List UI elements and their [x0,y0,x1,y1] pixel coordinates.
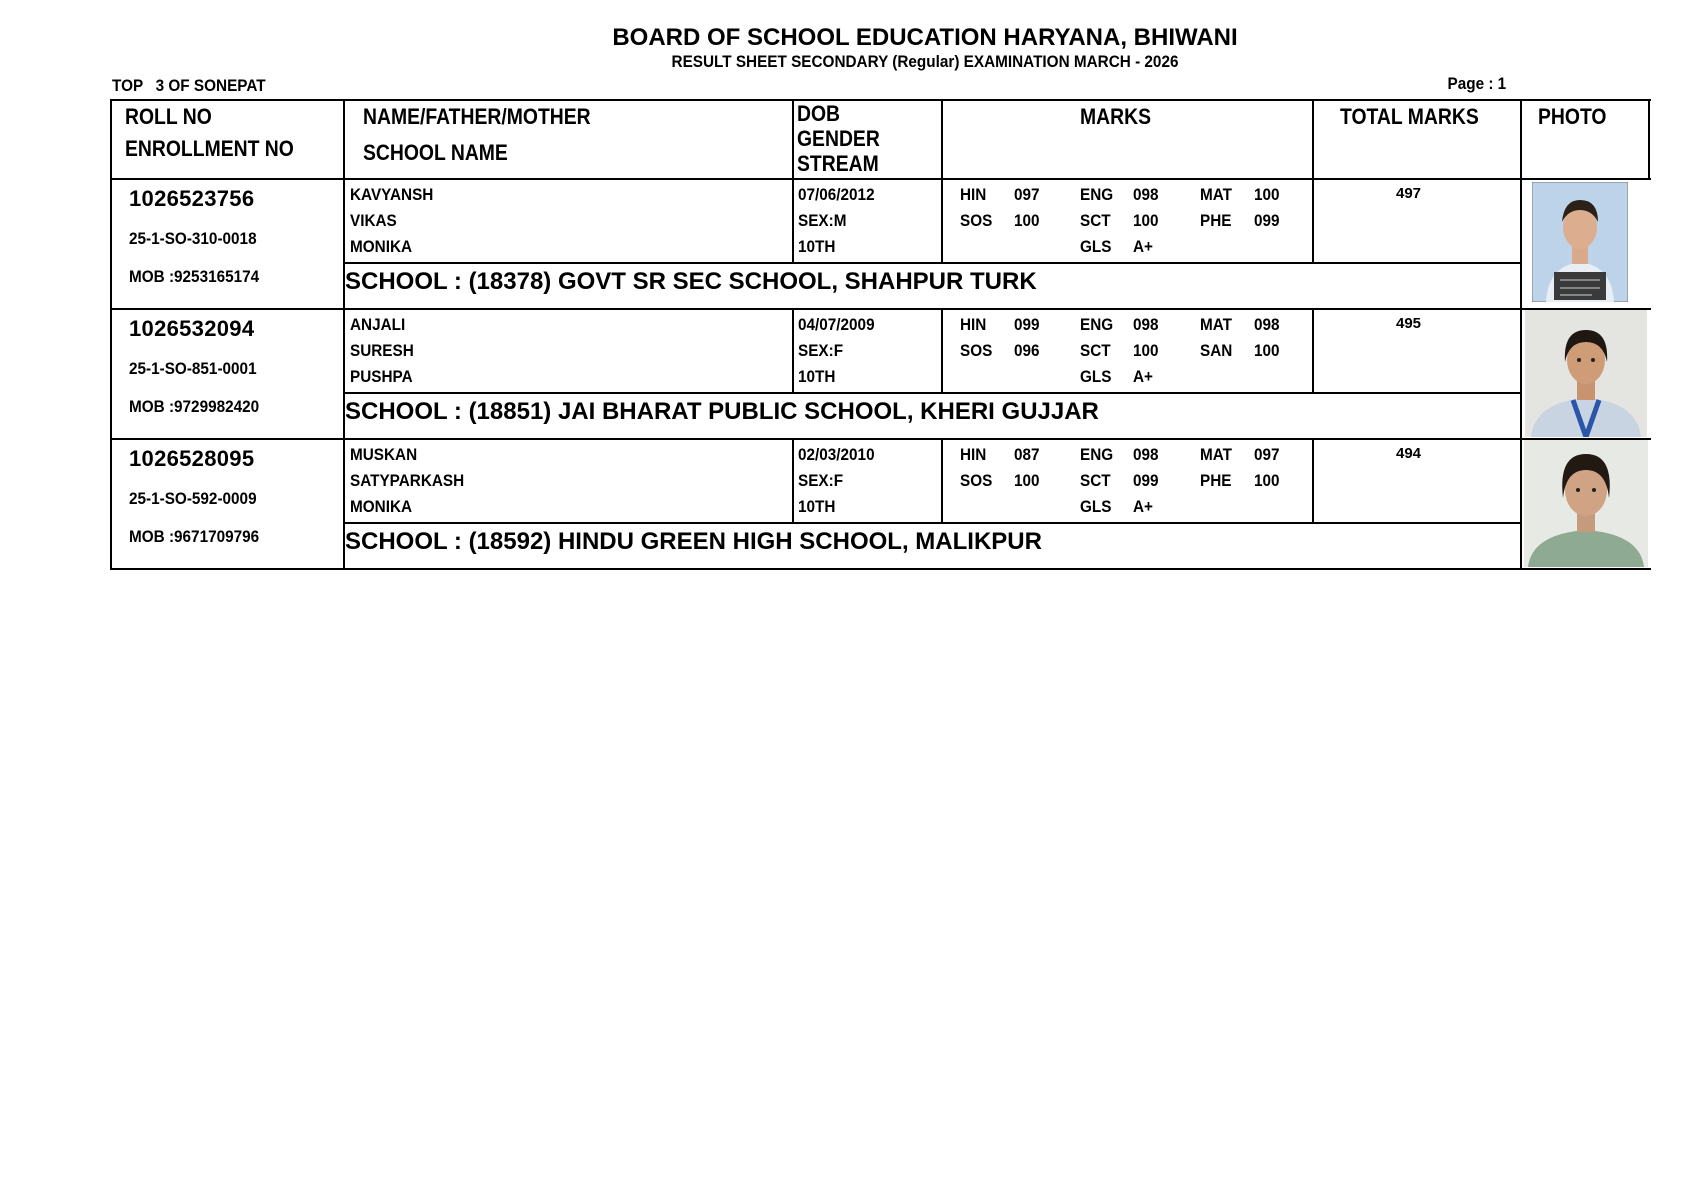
father-name: SURESH [350,341,414,360]
page-number: Page : 1 [1447,74,1506,93]
student-photo [1524,440,1648,567]
col-dob: DOB [797,101,841,126]
stream: 10TH [798,237,836,256]
student-name: KAVYANSH [350,185,434,204]
subject-code: MAT [1200,185,1233,204]
total-marks: 497 [1396,185,1422,202]
subject-code: HIN [960,445,987,464]
row-divider [343,522,1520,524]
enrollment-number: 25-1-SO-592-0009 [129,489,257,508]
row-bottom-border [110,438,1651,440]
subject-code: SCT [1080,341,1111,360]
subject-mark: 100 [1133,341,1159,360]
subject-code: MAT [1200,315,1233,334]
total-marks: 494 [1396,445,1422,462]
col-marks: MARKS [1080,104,1151,129]
subject-code: HIN [960,315,987,334]
subject-mark: 099 [1133,471,1159,490]
father-name: VIKAS [350,211,397,230]
gender: SEX:M [798,211,847,230]
subject-mark: 099 [1014,315,1040,334]
mother-name: MONIKA [350,497,413,516]
row-divider [941,308,943,392]
subject-mark: 100 [1254,341,1280,360]
student-name: ANJALI [350,315,406,334]
grade-code: GLS [1080,237,1112,256]
subject-code: SOS [960,341,993,360]
grade-value: A+ [1133,367,1153,386]
subject-code: ENG [1080,185,1114,204]
school-name: SCHOOL : (18851) JAI BHARAT PUBLIC SCHOOL, KHERI GUJJAR [345,398,1099,425]
col-total-marks: TOTAL MARKS [1340,104,1479,129]
grade-code: GLS [1080,497,1112,516]
dob: 04/07/2009 [798,315,875,334]
subject-code: ENG [1080,445,1114,464]
subject-code: HIN [960,185,987,204]
enrollment-number: 25-1-SO-851-0001 [129,359,257,378]
row-divider [1312,438,1314,522]
subject-code: ENG [1080,315,1114,334]
subject-code: SAN [1200,341,1233,360]
student-photo [1525,310,1647,437]
row-bottom-border [110,308,1651,310]
subject-mark: 098 [1254,315,1280,334]
roll-number: 1026528095 [129,446,255,471]
mobile-number: MOB :9671709796 [129,527,260,546]
col-divider-name-header [792,99,794,178]
subject-mark: 097 [1254,445,1280,464]
subject-code: SOS [960,211,993,230]
student-photo-image [1532,182,1628,302]
header-bottom-border [110,178,1651,180]
student-photo-image [1524,440,1648,567]
subject-mark: 098 [1133,185,1159,204]
subject-mark: 099 [1254,211,1280,230]
row-divider [792,308,794,392]
col-gender: GENDER [797,126,880,151]
subject-code: SCT [1080,211,1111,230]
col-enrollment-no: ENROLLMENT NO [125,136,294,161]
subject-code: PHE [1200,471,1232,490]
row-divider [941,438,943,522]
subject-mark: 100 [1254,185,1280,204]
subject-mark: 100 [1014,471,1040,490]
student-name: MUSKAN [350,445,418,464]
row-divider [343,262,1520,264]
col-school-name: SCHOOL NAME [363,140,508,165]
subject-mark: 098 [1133,315,1159,334]
row-divider [792,438,794,522]
table-bottom-border [110,568,1651,570]
grade-code: GLS [1080,367,1112,386]
stream: 10TH [798,367,836,386]
row-divider [1312,308,1314,392]
subject-mark: 096 [1014,341,1040,360]
stream: 10TH [798,497,836,516]
col-stream: STREAM [797,151,879,176]
subject-mark: 087 [1014,445,1040,464]
document-subtitle: RESULT SHEET SECONDARY (Regular) EXAMINATION MARCH - 2026 [671,52,1179,71]
table-right-border-header [1648,99,1650,178]
subject-mark: 100 [1014,211,1040,230]
row-divider [1312,178,1314,262]
col-divider-marks-header [1312,99,1314,178]
subject-code: MAT [1200,445,1233,464]
col-divider-photo [1520,99,1522,568]
gender: SEX:F [798,341,844,360]
subject-mark: 098 [1133,445,1159,464]
dob: 02/03/2010 [798,445,875,464]
subject-mark: 097 [1014,185,1040,204]
col-divider-dob-header [941,99,943,178]
row-divider [343,392,1520,394]
subject-code: PHE [1200,211,1232,230]
roll-number: 1026532094 [129,316,255,341]
roll-number: 1026523756 [129,186,255,211]
district-label: TOP 3 OF SONEPAT [112,76,266,95]
subject-mark: 100 [1133,211,1159,230]
enrollment-number: 25-1-SO-310-0018 [129,229,257,248]
grade-value: A+ [1133,237,1153,256]
row-divider [792,178,794,262]
student-photo-image [1525,310,1647,437]
father-name: SATYPARKASH [350,471,465,490]
subject-code: SOS [960,471,993,490]
subject-mark: 100 [1254,471,1280,490]
student-photo [1532,182,1628,302]
document-title: BOARD OF SCHOOL EDUCATION HARYANA, BHIWANI [612,24,1238,51]
col-name: NAME/FATHER/MOTHER [363,104,591,129]
mother-name: MONIKA [350,237,413,256]
total-marks: 495 [1396,315,1422,332]
subject-code: SCT [1080,471,1111,490]
table-top-border [110,99,1651,101]
mobile-number: MOB :9253165174 [129,267,260,286]
table-left-border [110,99,112,568]
grade-value: A+ [1133,497,1153,516]
col-roll-no: ROLL NO [125,104,212,129]
col-photo: PHOTO [1538,104,1607,129]
col-divider-roll [343,99,345,568]
gender: SEX:F [798,471,844,490]
dob: 07/06/2012 [798,185,875,204]
school-name: SCHOOL : (18378) GOVT SR SEC SCHOOL, SHAHPUR TURK [345,268,1037,295]
school-name: SCHOOL : (18592) HINDU GREEN HIGH SCHOOL, MALIKPUR [345,528,1042,555]
mobile-number: MOB :9729982420 [129,397,260,416]
mother-name: PUSHPA [350,367,413,386]
row-divider [941,178,943,262]
